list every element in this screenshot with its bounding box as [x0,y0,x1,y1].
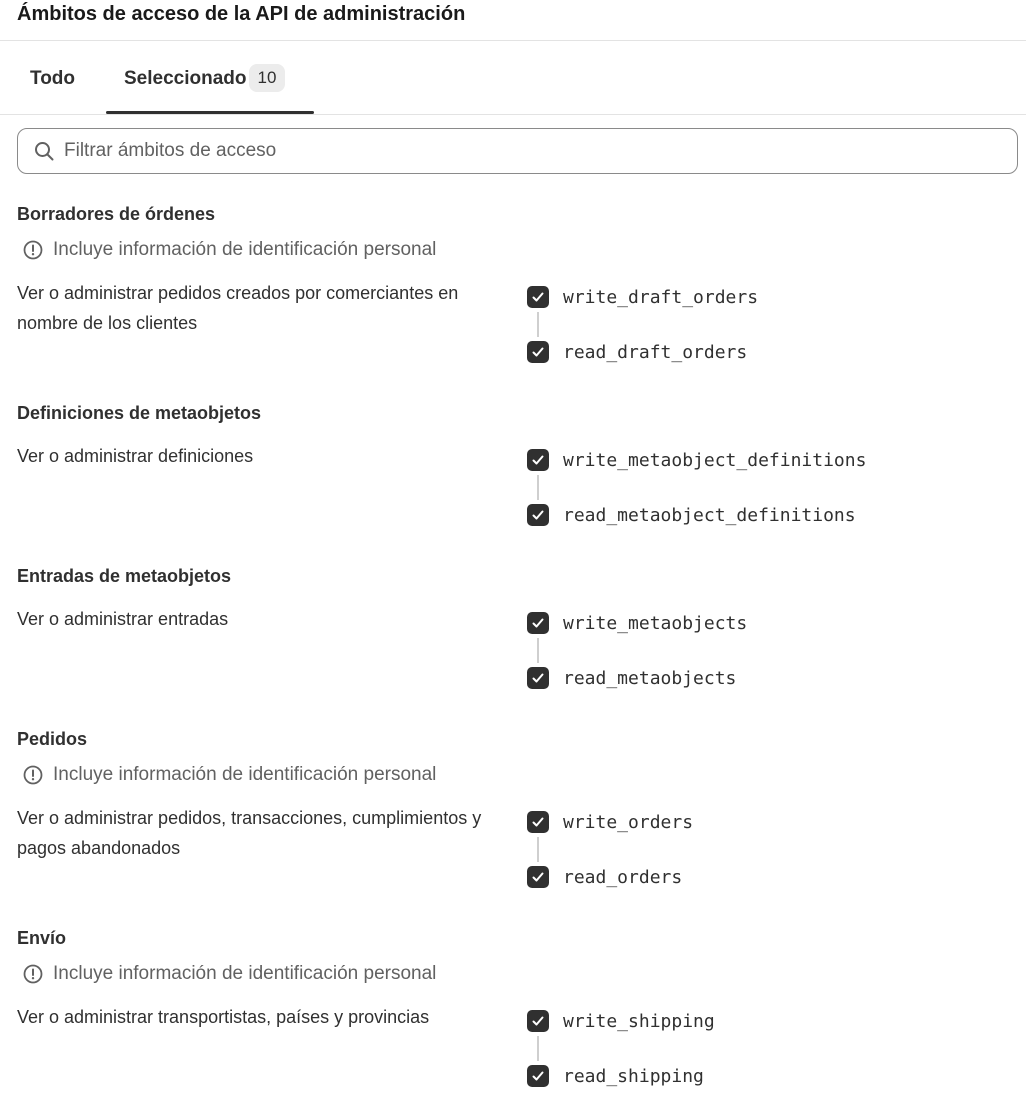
checkmark-icon [531,290,545,304]
checkmark-icon [531,1014,545,1028]
section-title: Envío [17,928,67,948]
scope-row [527,445,866,475]
scope-section [17,920,1017,1091]
tab-todo[interactable] [30,60,75,100]
scope-checkbox[interactable] [527,504,549,526]
scope-row [527,663,747,693]
checkmark-icon [531,870,545,884]
scope-row [527,1006,715,1036]
scope-row [527,608,747,638]
section-description: Ver o administrar transportistas, países y provincias [17,1007,430,1027]
scope-name: read_metaobjects [563,667,737,689]
scope-checkbox[interactable] [527,1065,549,1087]
alert-circle-icon [23,240,43,260]
scope-connector [537,312,539,337]
section-description: Ver o administrar pedidos, transacciones, cumplimientos y pagos abandonados [17,808,482,858]
alert-circle-icon [23,765,43,785]
checkmark-icon [531,616,545,630]
scope-checkbox[interactable] [527,449,549,471]
scope-name: read_orders [563,866,683,888]
section-description: Ver o administrar pedidos creados por comerciantes en nombre de los clientes [17,283,459,333]
scope-name: write_metaobjects [563,612,748,634]
search-input[interactable] [64,140,964,162]
scope-connector [537,475,539,500]
scope-connector [537,638,539,663]
scope-checkbox[interactable] [527,667,549,689]
divider [0,40,1026,41]
scope-section [17,558,1017,693]
pii-warning [17,757,1017,793]
page-title: Ámbitos de acceso de la API de administración [17,3,466,25]
scope-section [17,721,1017,892]
search-icon [34,141,54,161]
scope-name: write_orders [563,811,694,833]
scope-connector [537,837,539,862]
scope-sections [17,196,1017,1119]
pii-warning [17,232,1017,268]
scope-checkbox[interactable] [527,866,549,888]
section-title: Entradas de metaobjetos [17,566,232,586]
section-description: Ver o administrar entradas [17,609,229,629]
scope-section [17,196,1017,367]
pii-warning-text: Incluye información de identificación personal [53,239,437,260]
checkmark-icon [531,453,545,467]
scope-row [527,807,693,837]
scope-row [527,500,866,530]
tab-label: Seleccionado [124,68,247,89]
tab-label: Todo [30,68,76,89]
section-title: Definiciones de metaobjetos [17,403,262,423]
tab-seleccionado[interactable] [124,60,285,100]
scope-name: write_metaobject_definitions [563,449,867,471]
scope-checkbox[interactable] [527,341,549,363]
scope-connector [537,1036,539,1061]
divider [0,114,1026,115]
scope-checkbox[interactable] [527,612,549,634]
scope-row [527,1061,715,1091]
scope-section [17,395,1017,530]
checkmark-icon [531,345,545,359]
scope-row [527,282,758,312]
scope-name: write_draft_orders [563,286,759,308]
scope-checkbox[interactable] [527,1010,549,1032]
scope-row [527,337,758,367]
section-title: Borradores de órdenes [17,204,216,224]
count-badge: 10 [249,64,286,92]
scope-checkbox[interactable] [527,811,549,833]
pii-warning-text: Incluye información de identificación personal [53,764,437,785]
pii-warning [17,956,1017,992]
section-description: Ver o administrar definiciones [17,446,254,466]
alert-circle-icon [23,964,43,984]
pii-warning-text: Incluye información de identificación personal [53,963,437,984]
search-field[interactable] [17,128,1018,174]
scope-name: read_shipping [563,1065,704,1087]
checkmark-icon [531,1069,545,1083]
section-title: Pedidos [17,729,88,749]
scope-name: read_draft_orders [563,341,748,363]
scope-name: write_shipping [563,1010,715,1032]
checkmark-icon [531,815,545,829]
scope-name: read_metaobject_definitions [563,504,856,526]
scope-row [527,862,693,892]
checkmark-icon [531,671,545,685]
scope-checkbox[interactable] [527,286,549,308]
checkmark-icon [531,508,545,522]
